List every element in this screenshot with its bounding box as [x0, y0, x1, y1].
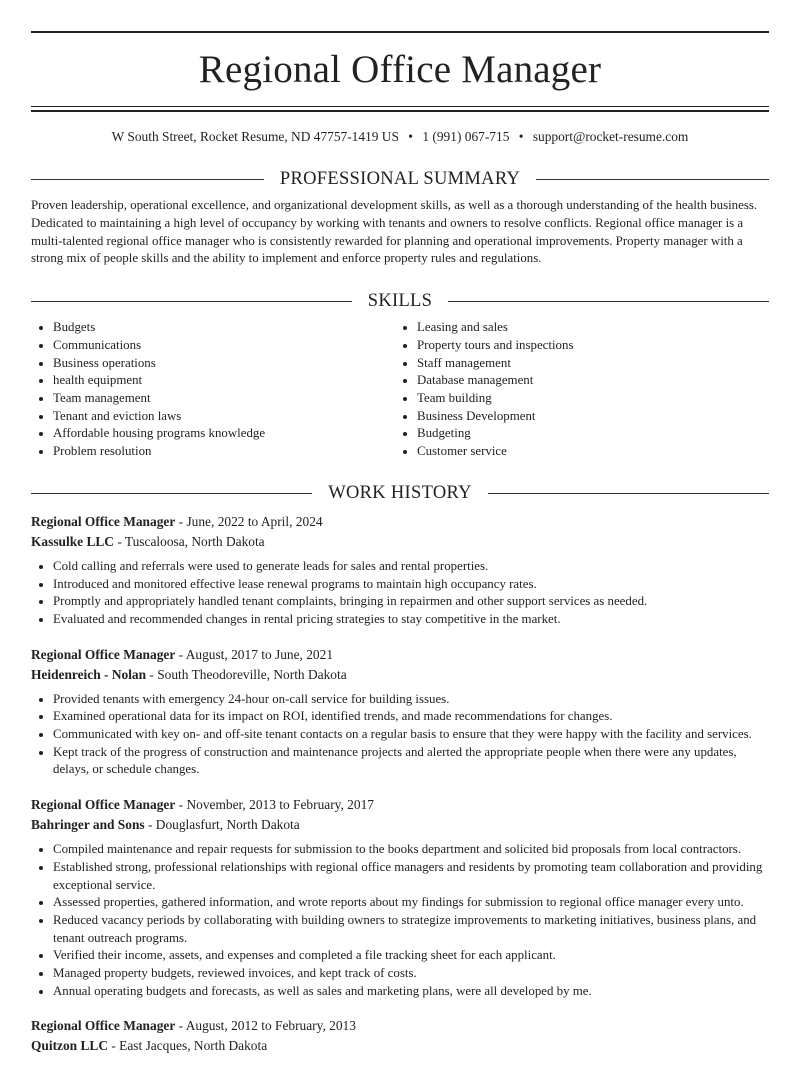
summary-heading: PROFESSIONAL SUMMARY: [31, 167, 769, 191]
contact-line: [31, 128, 769, 146]
skill-item: Business operations: [31, 355, 395, 373]
skills-heading: SKILLS: [31, 289, 769, 313]
job-bullet: Managed property budgets, reviewed invoices, and kept track of costs.: [31, 965, 769, 983]
job-entry: [31, 1016, 769, 1056]
job-title: Regional Office Manager: [31, 646, 176, 662]
job-title-line: Regional Office Manager - August, 2017 to June, 2021: [31, 646, 334, 662]
skill-item: Property tours and inspections: [395, 337, 573, 355]
skill-item: Database management: [395, 372, 573, 390]
resume-page: [0, 31, 800, 1056]
skill-item: Tenant and eviction laws: [31, 408, 395, 426]
job-bullet: Reduced vacancy periods by collaborating with building owners to strategize improvements to marketing initiatives, business plans, and tenant outreach programs.: [31, 912, 769, 947]
header-double-divider: [31, 106, 769, 112]
contact-address: W South Street, Rocket Resume, ND 47757-1419 US: [111, 129, 399, 144]
job-title-line: Regional Office Manager - June, 2022 to April, 2024: [31, 513, 323, 529]
job-bullet: Introduced and monitored effective lease renewal programs to maintain high occupancy rates.: [31, 576, 769, 594]
job-dates: June, 2022 to April, 2024: [186, 513, 323, 529]
job-dates: November, 2013 to February, 2017: [186, 797, 374, 813]
job-bullet: Compiled maintenance and repair requests for submission to the books department and solicited bid proposals from local contractors.: [31, 841, 769, 859]
job-location: Douglasfurt, North Dakota: [155, 817, 300, 833]
job-company: Heidenreich - Nolan: [31, 666, 147, 682]
job-dates: August, 2012 to February, 2013: [185, 1018, 356, 1034]
skill-item: Leasing and sales: [395, 319, 573, 337]
skill-item: Budgets: [31, 319, 395, 337]
job-title: Regional Office Manager: [31, 797, 176, 813]
job-company-line: Kassulke LLC - Tuscaloosa, North Dakota: [31, 533, 265, 549]
job-bullet: Communicated with key on- and off-site tenant contacts on a regular basis to ensure that they were happy with the facility and services.: [31, 726, 769, 744]
top-divider: [31, 31, 769, 33]
skills-list: [31, 319, 769, 461]
job-entry: [31, 645, 769, 780]
skill-item: health equipment: [31, 372, 395, 390]
job-company: Bahringer and Sons: [31, 817, 145, 833]
job-bullets: [31, 691, 769, 780]
skill-item: Team building: [395, 390, 573, 408]
job-bullet: Annual operating budgets and forecasts, as well as sales and marketing plans, were all developed by me.: [31, 983, 769, 1001]
resume-title: Regional Office Manager: [198, 48, 602, 91]
summary-text: Proven leadership, operational excellence, and organizational development skills, as well as a thorough understanding of the health business. Dedicated to maintaining a high level of occupancy by working with tenants and owners to resolve conflicts. Regional office manager is a multi-talented regional office manager who is consistently rewarded for planning and operational improvements. Property manager with a strong mix of people skills and the ability to implement and enforce property rules and regulations.: [31, 198, 758, 266]
job-title-line: Regional Office Manager - November, 2013 to February, 2017: [31, 797, 374, 813]
job-title: Regional Office Manager: [31, 1018, 176, 1034]
skill-item: Affordable housing programs knowledge: [31, 425, 395, 443]
job-bullet: Evaluated and recommended changes in rental pricing strategies to stay competitive in the market.: [31, 611, 769, 629]
skill-item: Team management: [31, 390, 395, 408]
job-title: Regional Office Manager: [31, 513, 176, 529]
job-company-line: Bahringer and Sons - Douglasfurt, North Dakota: [31, 817, 300, 833]
job-bullet: Examined operational data for its impact on ROI, identified trends, and made recommendations for changes.: [31, 708, 769, 726]
job-entry: [31, 512, 769, 629]
skill-item: Customer service: [395, 443, 573, 461]
job-bullet: Cold calling and referrals were used to generate leads for sales and rental properties.: [31, 558, 769, 576]
job-location: Tuscaloosa, North Dakota: [124, 533, 265, 549]
job-location: East Jacques, North Dakota: [119, 1038, 268, 1054]
job-bullet: Assessed properties, gathered information, and wrote reports about my findings for submission to regional office manager every unto.: [31, 894, 769, 912]
bullet-separator: •: [518, 129, 524, 144]
skills-column-left: [31, 319, 395, 461]
skill-item: Staff management: [395, 355, 573, 373]
job-bullet: Kept track of the progress of construction and maintenance projects and alerted the appropriate people when there were any updates, delays, or schedule changes.: [31, 744, 769, 779]
job-bullet: Provided tenants with emergency 24-hour on-call service for building issues.: [31, 691, 769, 709]
job-entry: [31, 795, 769, 1000]
job-location: South Theodoreville, North Dakota: [157, 666, 347, 682]
job-title-line: Regional Office Manager - August, 2012 to February, 2013: [31, 1018, 356, 1034]
job-bullets: [31, 558, 769, 629]
job-dates: August, 2017 to June, 2021: [185, 646, 334, 662]
job-bullet: Established strong, professional relationships with regional office managers and residents by promoting team collaboration and providing exceptional service.: [31, 859, 769, 894]
skill-item: Communications: [31, 337, 395, 355]
contact-phone: 1 (991) 067-715: [422, 129, 510, 144]
skill-item: Business Development: [395, 408, 573, 426]
job-company: Quitzon LLC: [31, 1038, 109, 1054]
job-company-line: Quitzon LLC - East Jacques, North Dakota: [31, 1038, 268, 1054]
bullet-separator: •: [408, 129, 413, 144]
job-company-line: Heidenreich - Nolan - South Theodoreville, North Dakota: [31, 666, 347, 682]
job-bullet: Verified their income, assets, and expenses and completed a file tracking sheet for each applicant.: [31, 947, 769, 965]
contact-email: support@rocket-resume.com: [532, 129, 689, 144]
job-company: Kassulke LLC: [31, 533, 114, 549]
job-bullets: [31, 841, 769, 1000]
job-bullet: Promptly and appropriately handled tenant complaints, bringing in repairmen and other support services as needed.: [31, 593, 769, 611]
skill-item: Problem resolution: [31, 443, 395, 461]
skills-column-right: [395, 319, 573, 461]
work-history-heading: WORK HISTORY: [31, 482, 769, 506]
skill-item: Budgeting: [395, 425, 573, 443]
